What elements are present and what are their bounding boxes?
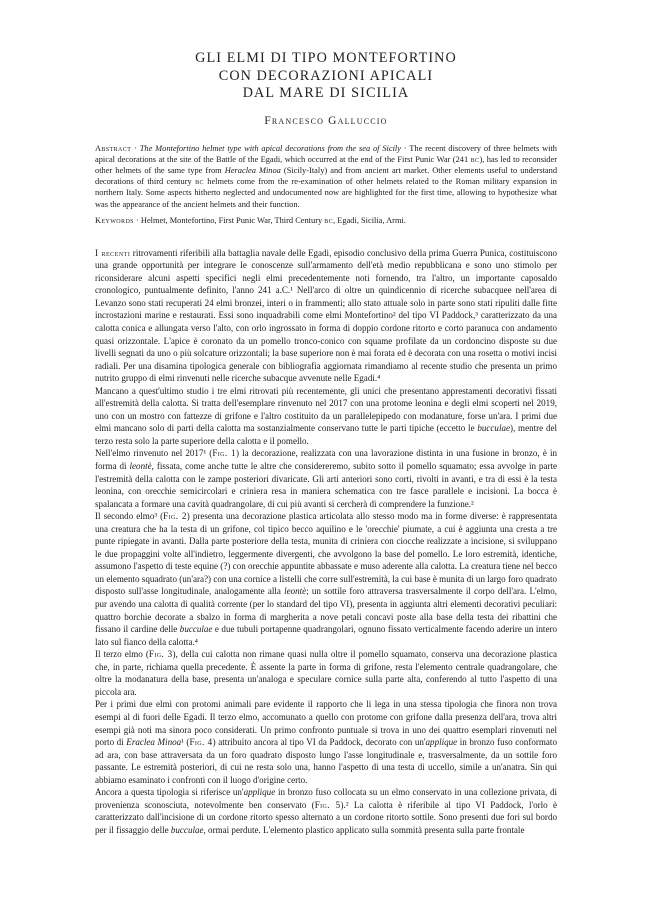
paragraph-6-em-2: applique <box>425 737 458 748</box>
paragraph-5-a: Il terzo elmo ( <box>95 649 149 660</box>
paragraph-6-b: ¹ ( <box>181 737 190 748</box>
keywords <box>95 215 557 226</box>
paragraph-2-em: bucculae <box>477 423 511 434</box>
keywords-text-b: , Egadi, Sicilia, Armi. <box>333 215 406 225</box>
paragraph-2 <box>95 385 557 448</box>
paragraph-7-c: ).² La calotta è riferibile al tipo VI Paddock, l'orlo è caratterizzato dall'incisione di un cordone ritorto spesso alternato a un cordone ritorto sottile. Sono presenti due fori sul bordo per il fissaggio delle <box>95 799 557 835</box>
abstract-text-d: helmets come from the re-examination of other helmets related to the Roman military expansion in northern Italy. Some aspects hitherto neglected and undocumented now are highlighted for the first time, allowing to hypothesize what was the appearance of the ancient helmets and their function. <box>95 177 557 209</box>
paragraph-4-em-2: bucculae <box>179 624 213 635</box>
abstract-bc-1: bc <box>470 154 480 164</box>
abstract-text-a: · The recent discovery of three helmets with apical decorations at the site of the Battle of the Egadi, which occurred at the end of the First Punic War (241 <box>95 143 557 164</box>
abstract-separator: · <box>131 143 140 153</box>
paragraph-7 <box>95 786 557 836</box>
abstract-place: Heraclea Minoa <box>224 165 281 175</box>
paragraph-6-c: ) attribuito ancora al tipo VI da Paddock, decorato con un' <box>212 737 426 748</box>
paragraph-4-c: ; un sottile foro attraversa trasversalmente il corpo dell'ara. L'elmo, pur avendo una calotta di qualità corrente (per lo standard del tipo VI), presenta in aggiunta altri elementi decorativi peculiari: quattro borchie decorate a sbalzo in forma di margherita a nove petali concavi poste alla base della testa dei ribattini che fissano il cardine delle <box>95 586 557 635</box>
paragraph-7-a: Ancora a questa tipologia si riferisce un' <box>95 787 244 798</box>
paragraph-4-d: e due tubuli portapenne quadrangolari, ognuno fissato verticalmente facendo aderire un intero lato sul fianco della calotta.⁴ <box>95 624 557 647</box>
figure-ref-5: Fig. 5 <box>314 799 341 810</box>
paragraph-2-text: Mancano a quest'ultimo studio i tre elmi ritrovati più recentemente, gli unici che presentano apprestamenti decorativi fissati all'estremità della calotta. Si tratta dell'esemplare rinvenuto nel 2017 con una protome leonina e degli elmi scoperti nel 2019, uno con un mostro con fattezze di grifone e l'altro costituito da un parallelepipedo con modanature, forse un'ara. I primi due elmi mancano solo di parti della calotta ma sostanzialmente conservano tutte le parti tipiche (eccetto le <box>95 385 557 434</box>
paragraph-1-text: ritrovamenti riferibili alla battaglia navale delle Egadi, episodio conclusivo della prima Guerra Punica, costituiscono una grande opportunità per integrare le conoscenze sull'armamento dell'età medio repubblicana e sono uno stimolo per riconsiderare alcuni aspetti specifici negli elmi precedentemente noti fornendo, tra l'altro, un importante caposaldo cronologico, puntualmente definito, l'anno 241 a.C.¹ Nell'arco di oltre un quindicennio di ricerche subacquee nell'area di Levanzo sono stati recuperati 24 elmi bronzei, interi o in frammenti; allo stato attuale solo in parte sono stati ripuliti dalle fitte incrostazioni marine e restaurati. Essi sono inquadrabili come elmi Montefortino² del tipo VI Paddock,³ caratterizzato da una calotta conica e allungata verso l'alto, con orlo ingrossato in forma di doppio cordone ritorto e corto paranuca con andamento quasi orizzontale. L'apice è coronato da un pomello tronco-conico con squame profilate da un cordoncino disposte su due livelli segnati da uno o più solcature orizzontali; la base superiore non è mai forata ed è decorata con una rosetta o motivi incisi radiali. Per una disamina tipologica generale con bibliografia aggiornata rimandiamo al recente studio che presenta un primo nutrito gruppo di elmi rinvenuti nelle ricerche subacque avvenute nelle Egadi.⁴ <box>95 247 557 384</box>
keywords-label: Keywords <box>95 215 134 225</box>
title-line-2: CON DECORAZIONI APICALI <box>218 67 434 84</box>
author-name: Francesco Galluccio <box>264 114 388 127</box>
title-line-3: DAL MARE DI SICILIA <box>242 85 410 101</box>
paragraph-5 <box>95 648 557 698</box>
paragraph-1-lead: I recenti <box>95 247 131 258</box>
paragraph-3-b: ) la decorazione, realizzata con una lavorazione distinta in una fusione in bronzo, è in forma di <box>95 448 557 472</box>
abstract <box>95 143 557 210</box>
paragraph-7-d: , ormai perdute. L'elemento plastico applicato sulla sommità presenta sulla parte frontale <box>203 824 525 835</box>
paragraph-7-em: applique <box>243 787 276 798</box>
paragraph-6-em: Eraclea Minoa <box>126 737 182 748</box>
paragraph-6-d: in bronzo fuso conformato ad ara, con base attraversata da un foro quadrato disposto lungo l'asse longitudinale e, trasversalmente, da un sottile foro passante. Le estremità posteriori, di cui ne resta solo una, hanno l'aspetto di una testa di uccello, simile a un'anatra. Sin qui abbiamo esaminato i confronti con il luogo d'origine certo. <box>95 737 557 785</box>
paragraph-4-a: Il secondo elmo³ ( <box>95 511 164 522</box>
paper-page <box>95 0 557 836</box>
figure-ref-3: Fig. 3 <box>148 649 173 660</box>
paragraph-3-em: leontè <box>129 461 152 472</box>
abstract-label: Abstract <box>95 143 132 153</box>
paragraph-4-em: leontè <box>284 586 307 597</box>
paragraph-7-b: in bronzo fuso collocata su un elmo conservato in una collezione privata, di provenienza sconosciuta, notevolmente ben conservato ( <box>95 787 557 810</box>
paragraph-6-a: Per i primi due elmi con protomi animali pare evidente il rapporto che li lega in una stessa tipologia che finora non trova esempi al di fuori delle Egadi. Il terzo elmo, accomunato a quello con protome con grifone dalla presenza dell'ara, trova altri esempi già noti ma sinora poco considerati. Un primo confronto puntuale si trova in uno dei quattro esemplari rinvenuti nel porto di <box>95 699 557 748</box>
paragraph-6 <box>95 698 557 786</box>
abstract-title: The Montefortino helmet type with apical decorations from the sea of Sicily <box>139 143 401 153</box>
article-title <box>95 50 557 103</box>
paragraph-3-c: , fissata, come anche tutte le altre che considereremo, subito sotto il pomello squamato; essa avvolge in parte l'estremità della calotta con le zampe posteriori divaricate. Gli arti anteriori sono corti, rivolti in avanti, e tra di essi è la testa leonina, con orecchie semicircolari e criniera resa in maniera schematica con tre fasce parallele e incisioni. La bocca è spalancata a formare una cavità quadrangolare, di cui più avanti si cercherà di comprendere la funzione.² <box>95 461 557 509</box>
paragraph-2-end: ), mentre del terzo resta solo la parte superiore della calotta e il pomello. <box>95 423 557 446</box>
paragraph-4-b: ) presenta una decorazione plastica articolata allo stesso modo ma in forme diverse: è rappresentata una creatura che ha la testa di un grifone, col tipico becco aquilino e le 'orecchie' piumate, a cui è aggiunta una cresta a tre punte ripiegate in avanti. Dalla parte posteriore della testa, munita di criniera con ciocche realizzate a incisione, si sviluppano le due propaggini volte all'indietro, leggermente divergenti, che avvolgono la base del pomello. Le loro estremità, identiche, assumono l'aspetto di teste equine (?) con orecchie appuntite abbassate e muso aderente alla calotta. La creatura tiene nel becco un elemento squadrato (un'ara?) con una cornice a listelli che corre sull'estremità, la cui base è munita di un largo foro quadrato disposto sull'asse longitudinale, analogamente alla <box>95 511 557 597</box>
abstract-text-b: ), has led to reconsider other helmets of the same type from <box>95 154 557 175</box>
figure-ref-1: Fig. 1 <box>212 448 236 459</box>
paragraph-3-a: Nell'elmo rinvenuto nel 2017¹ ( <box>95 448 213 459</box>
paragraph-4 <box>95 510 557 648</box>
figure-ref-2: Fig. 2 <box>163 511 187 522</box>
keywords-bc: bc <box>324 215 334 225</box>
abstract-text-c: (Sicily-Italy) and from ancient art market. Other elements useful to understand decorations of third century <box>95 165 558 187</box>
title-line-1: GLI ELMI DI TIPO MONTEFORTINO <box>195 50 457 66</box>
article-body <box>95 247 557 837</box>
paragraph-7-em-2: bucculae <box>170 824 204 835</box>
paragraph-5-b: ), della cui calotta non rimane quasi nulla oltre il pomello squamato, conserva una decorazione plastica che, in parte, richiama quella precedente. È assente la parte in forma di grifone, resta l'elemento centrale quadrangolare, che oltre la modanatura della base, presenta un'analoga e speculare cornice sulla parte alta, conferendo al tutto l'aspetto di una piccola ara. <box>95 649 557 697</box>
paragraph-1 <box>95 247 557 385</box>
figure-ref-4: Fig. 4 <box>189 737 213 748</box>
keywords-text-a: · Helmet, Montefortino, First Punic War, Third Century <box>133 215 325 225</box>
abstract-bc-2: bc <box>195 177 204 187</box>
paragraph-3 <box>95 447 557 510</box>
